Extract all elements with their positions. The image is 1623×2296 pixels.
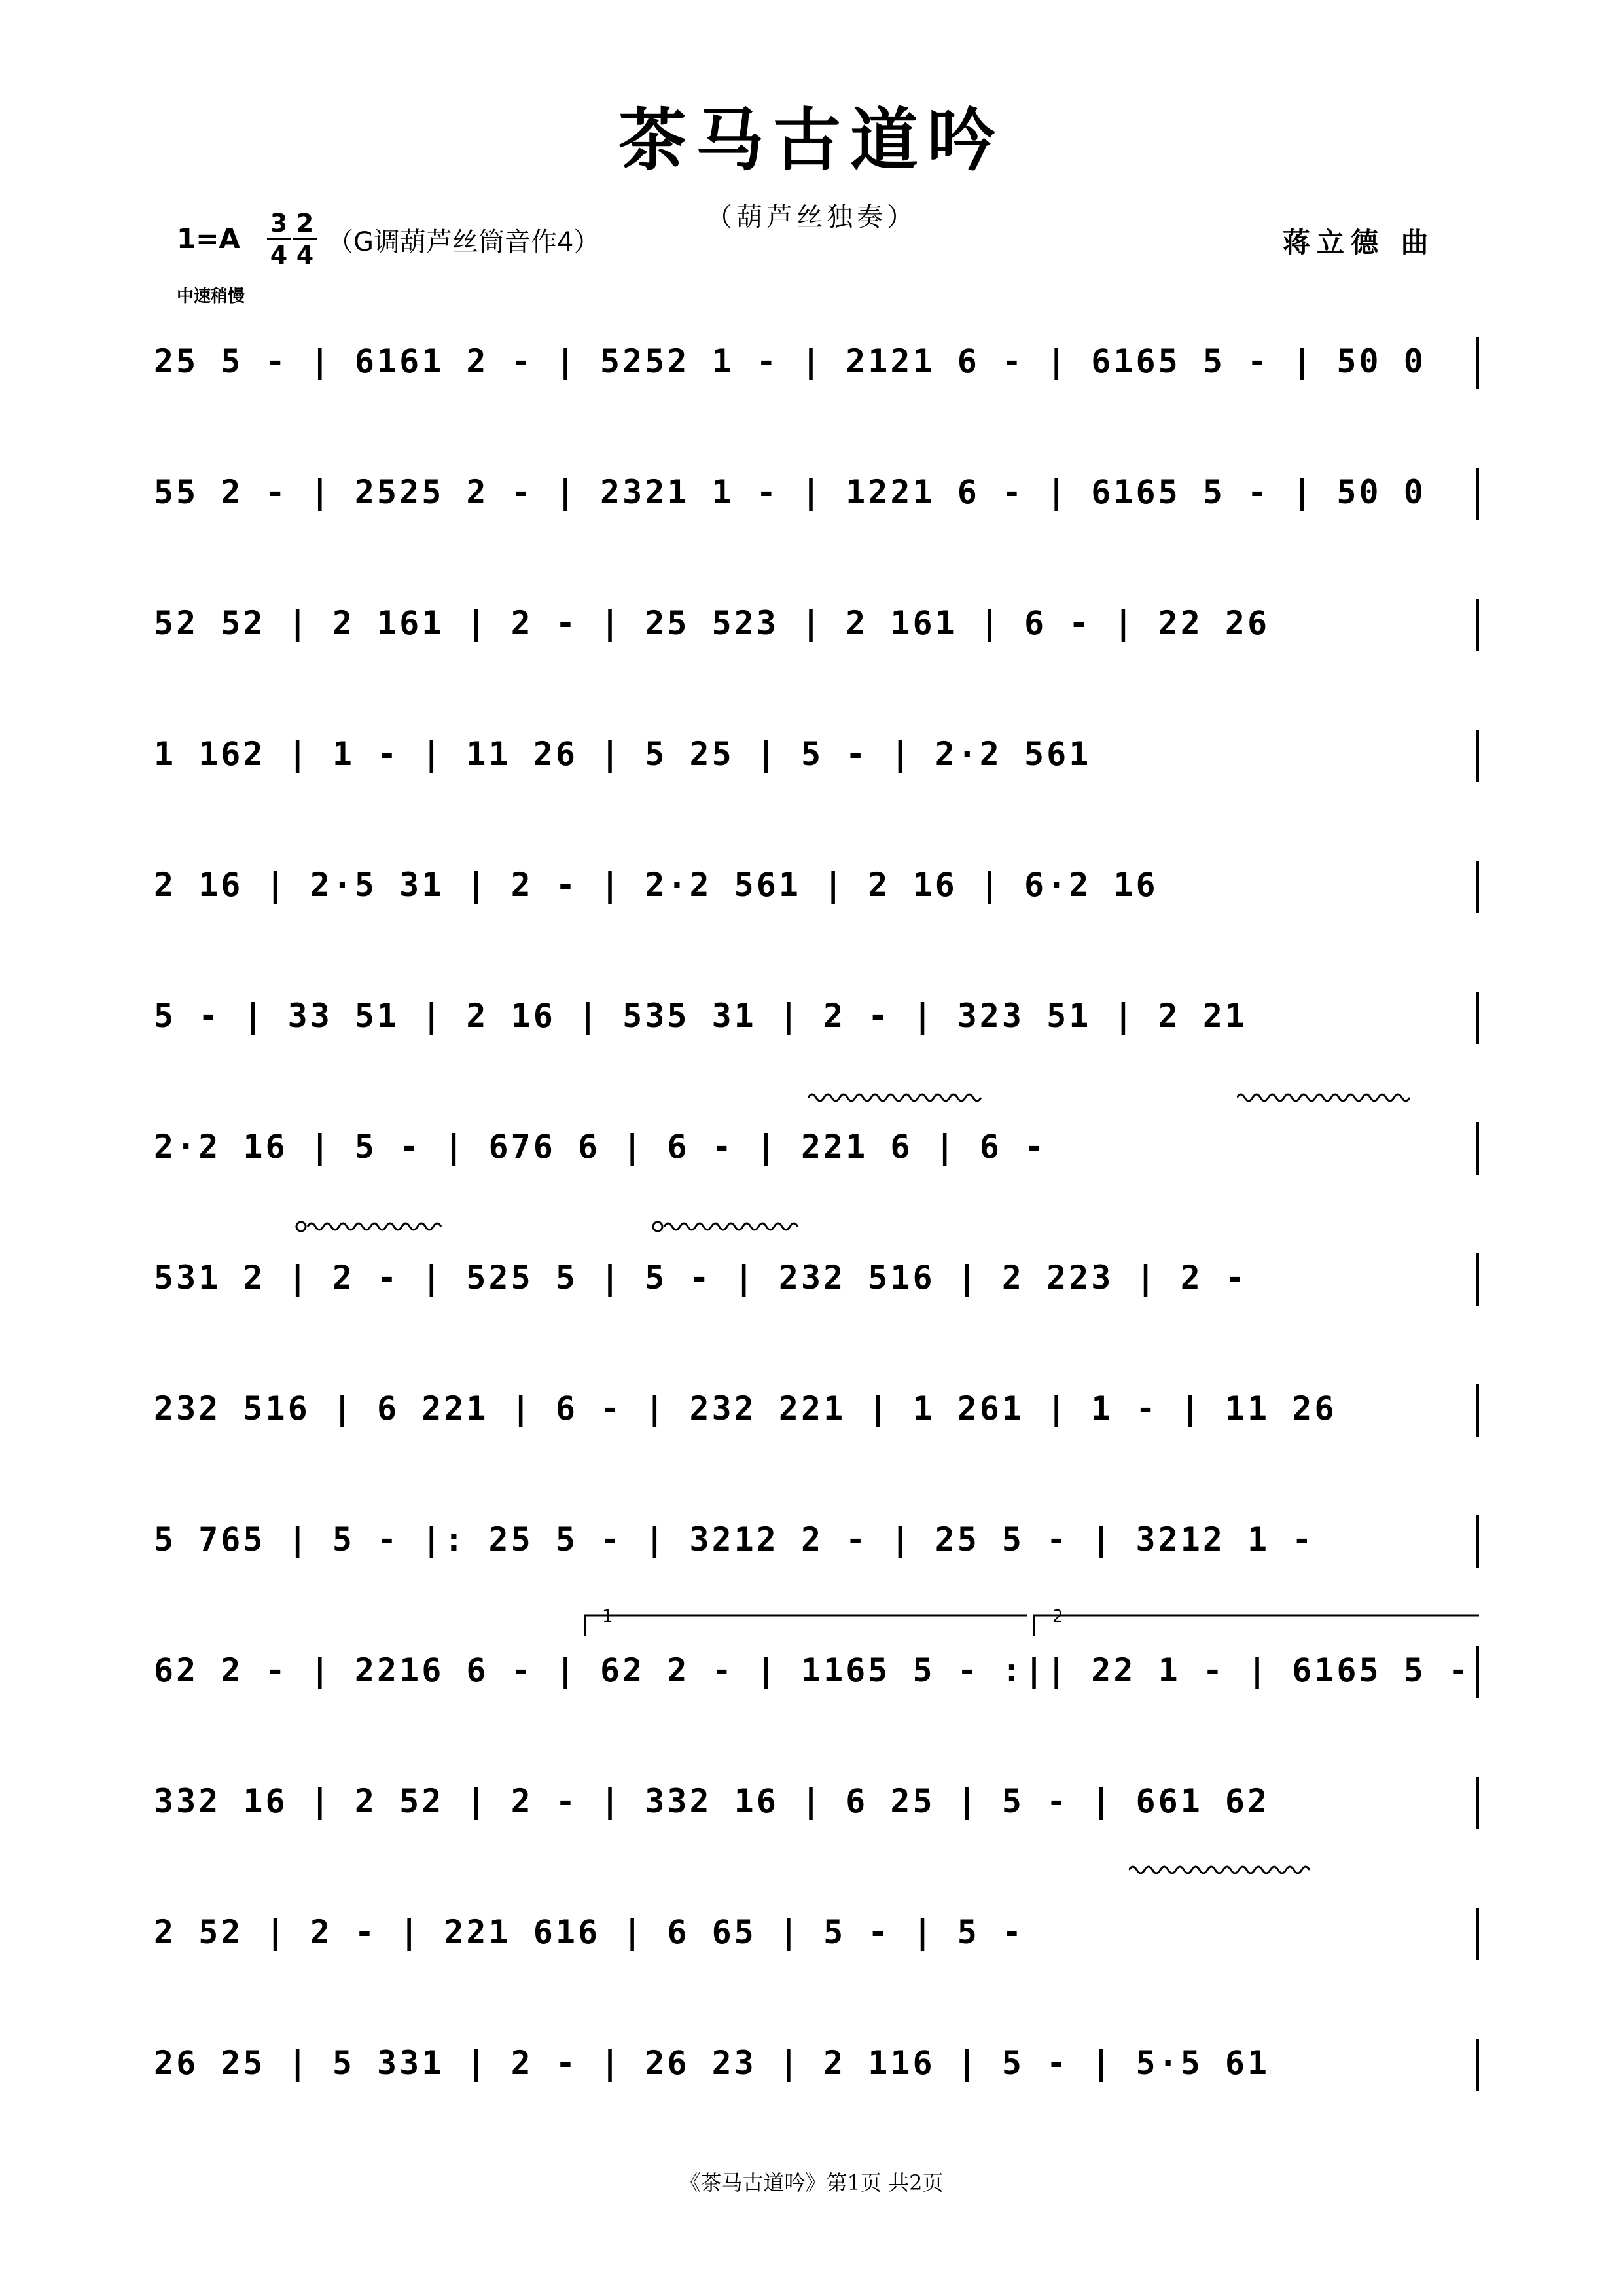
score-row [147,723,1479,802]
barline [1476,1515,1479,1568]
barline [1476,1646,1479,1698]
row-notes: 531 2 | 2 - | 525 5 | 5 - | 232 516 | 2 223 | 2 - [154,1259,1248,1297]
barline [1476,1122,1479,1175]
trill-mark [651,1219,802,1234]
barline [1476,992,1479,1044]
row-notes: 2·2 16 | 5 - | 676 6 | 6 - | 221 6 | 6 - [154,1128,1047,1166]
row-notes: 2 52 | 2 - | 221 616 | 6 65 | 5 - | 5 - [154,1913,1024,1951]
row-notes: 26 25 | 5 331 | 2 - | 26 23 | 2 116 | 5 - | 5·5 61 [154,2044,1270,2082]
barline [1476,1253,1479,1306]
ts-fraction-line [293,238,317,240]
ts-numerator: 2 [296,209,314,238]
row-notes: 332 16 | 2 52 | 2 - | 332 16 | 6 25 | 5 - | 661 62 [154,1782,1270,1820]
page-footer: 《茶马古道吟》第1页 共2页 [679,2170,944,2195]
score-row [147,854,1479,933]
barline [1476,1908,1479,1960]
score-row [147,1770,1479,1849]
score-row [147,1378,1479,1456]
row-notes: 55 2 - | 2525 2 - | 2321 1 - | 1221 6 - | 6165 5 - | 50 0 [154,473,1426,511]
ts-denominator: 4 [296,241,314,270]
row-notes: 25 5 - | 6161 2 - | 5252 1 - | 2121 6 - | 6165 5 - | 50 0 [154,342,1426,380]
row-notes: 5 765 | 5 - |: 25 5 - | 3212 2 - | 25 5 - | 3212 1 - [154,1520,1315,1558]
barline [1476,1777,1479,1829]
barline [1476,2039,1479,2091]
row-notes: 2 16 | 2·5 31 | 2 - | 2·2 561 | 2 16 | 6·2 16 [154,866,1158,904]
time-signature-2 [293,208,317,270]
score-row [147,1247,1479,1325]
volta-label-1: 1 [602,1607,613,1626]
score-row [147,461,1479,540]
row-notes: 52 52 | 2 161 | 2 - | 25 523 | 2 161 | 6 - | 22 26 [154,604,1270,642]
score-row [147,2032,1479,2111]
score-row [147,331,1479,409]
score-row [147,1901,1479,1980]
barline [1476,1384,1479,1437]
barline [1476,861,1479,913]
score-subtitle: （葫芦丝独奏） [706,202,917,232]
volta-label-2: 2 [1052,1607,1063,1626]
trill-mark [294,1219,445,1234]
key-signature: 1=A [177,223,240,255]
barline [1476,730,1479,782]
trill-mark [1237,1090,1414,1105]
score-title: 茶马古道吟 [618,99,1005,180]
score-row [147,1116,1479,1194]
score-row [147,1640,1479,1718]
row-notes: 232 516 | 6 221 | 6 - | 232 221 | 1 261 | 1 - | 11 26 [154,1390,1337,1427]
ts-fraction-line [267,238,291,240]
tuning-note: （G调葫芦丝筒音作4） [327,227,600,257]
row-notes: 62 2 - | 2216 6 - | 62 2 - | 1165 5 - :|| 22 1 - | 6165 5 - [154,1651,1471,1689]
row-notes: 1 162 | 1 - | 11 26 | 5 25 | 5 - | 2·2 561 [154,735,1092,773]
trill-mark [1129,1862,1312,1878]
score-row [147,592,1479,671]
row-notes: 5 - | 33 51 | 2 16 | 535 31 | 2 - | 323 51 | 2 21 [154,997,1248,1035]
trill-mark [808,1090,985,1105]
ts-denominator: 4 [270,241,288,270]
ts-numerator: 3 [270,209,288,238]
time-signature-1 [267,208,291,270]
barline [1476,468,1479,520]
score-row [147,985,1479,1064]
volta-brackets [582,1610,1482,1640]
tempo-marking: 中速稍慢 [177,287,245,306]
score-row [147,1509,1479,1587]
barline [1476,337,1479,389]
composer: 蒋立德 曲 [1283,226,1435,259]
barline [1476,599,1479,651]
